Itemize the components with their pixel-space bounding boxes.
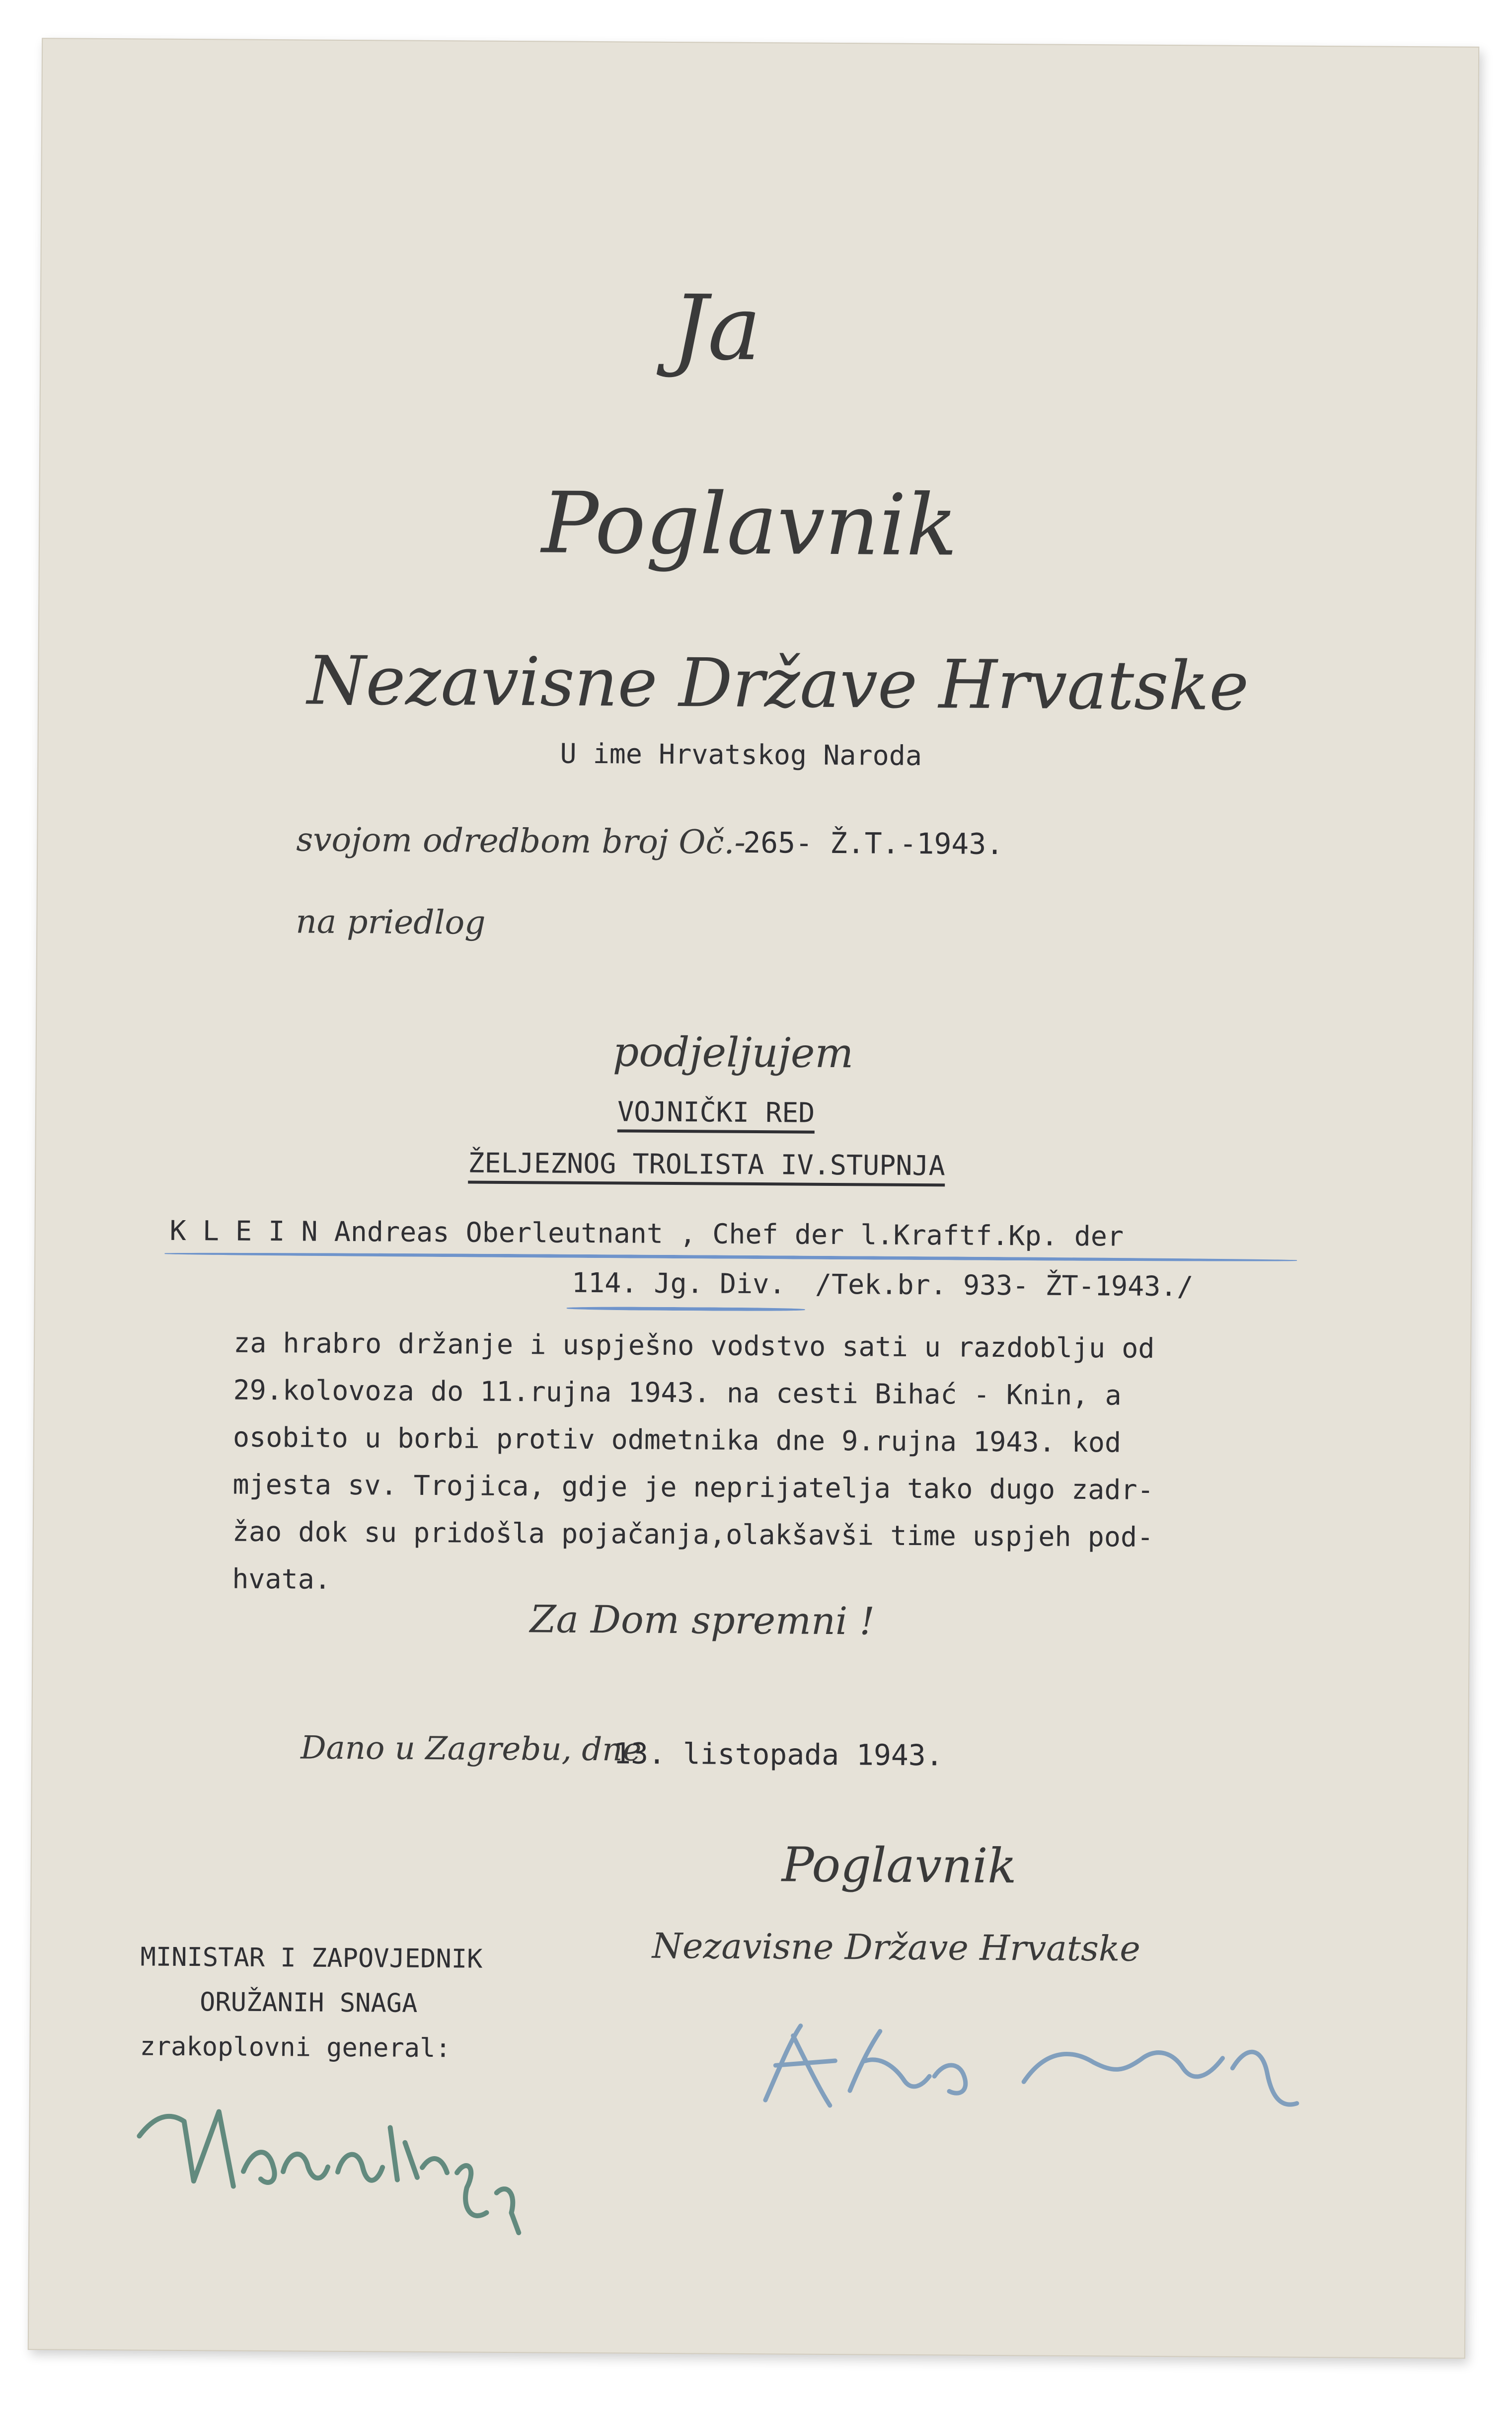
recipient-unit: 114. Jg. Div. — [571, 1266, 786, 1300]
header-ja: Ja — [672, 276, 761, 381]
decree-number: 265- Ž.T.-1943. — [743, 825, 1004, 861]
salute: Za Dom spremni ! — [529, 1597, 875, 1643]
citation-line-1: za hrabro držanje i uspješno vodstvo sati u razdoblju od — [233, 1326, 1155, 1364]
header-in-name: U ime Hrvatskog Naroda — [560, 737, 922, 772]
header-state: Nezavisne Države Hrvatske — [306, 641, 1249, 726]
citation-line-4: mjesta sv. Trojica, gdje je neprijatelja tako dugo zadr- — [232, 1468, 1154, 1506]
award-line-2: ŽELJEZNOG TROLISTA IV.STUPNJA — [468, 1147, 945, 1186]
proposal-line: na priedlog — [296, 902, 486, 942]
award-verb: podjeljujem — [612, 1028, 854, 1078]
signature-title: Poglavnik — [781, 1837, 1017, 1894]
document-page — [28, 38, 1479, 2359]
citation-line-3: osobito u borbi protiv odmetnika dne 9.rujna 1943. kod — [232, 1421, 1122, 1459]
citation-line-5: žao dok su pridošla pojačanja,olakšavši time uspjeh pod- — [232, 1515, 1154, 1553]
minister-line-1: MINISTAR I ZAPOVJEDNIK — [140, 1942, 483, 1974]
decree-label: svojom odredbom broj Oč.- — [296, 820, 746, 861]
citation-line-6: hvata. — [232, 1562, 331, 1595]
dated-label: Dano u Zagrebu, dne — [300, 1729, 642, 1769]
recipient-ref: /Tek.br. 933- ŽT-1943./ — [815, 1268, 1194, 1303]
recipient-line-1: K L E I N Andreas Oberleutnant , Chef der l.Kraftf.Kp. der — [169, 1214, 1124, 1252]
dated-date: 13. listopada 1943. — [613, 1736, 943, 1773]
signature-state: Nezavisne Države Hrvatske — [652, 1925, 1141, 1969]
unit-underline-blue — [567, 1307, 805, 1312]
minister-signature — [119, 2071, 567, 2262]
minister-line-2: ORUŽANIH SNAGA — [199, 1987, 418, 2019]
citation-line-2: 29.kolovoza do 11.rujna 1943. na cesti Bihać - Knin, a — [233, 1374, 1122, 1411]
poglavnik-signature — [745, 2006, 1317, 2138]
minister-line-3: zrakoplovni general: — [140, 2031, 451, 2064]
award-line-1: VOJNIČKI RED — [617, 1095, 815, 1133]
recipient-underline-blue — [164, 1252, 1297, 1262]
header-poglavnik: Poglavnik — [541, 474, 958, 575]
